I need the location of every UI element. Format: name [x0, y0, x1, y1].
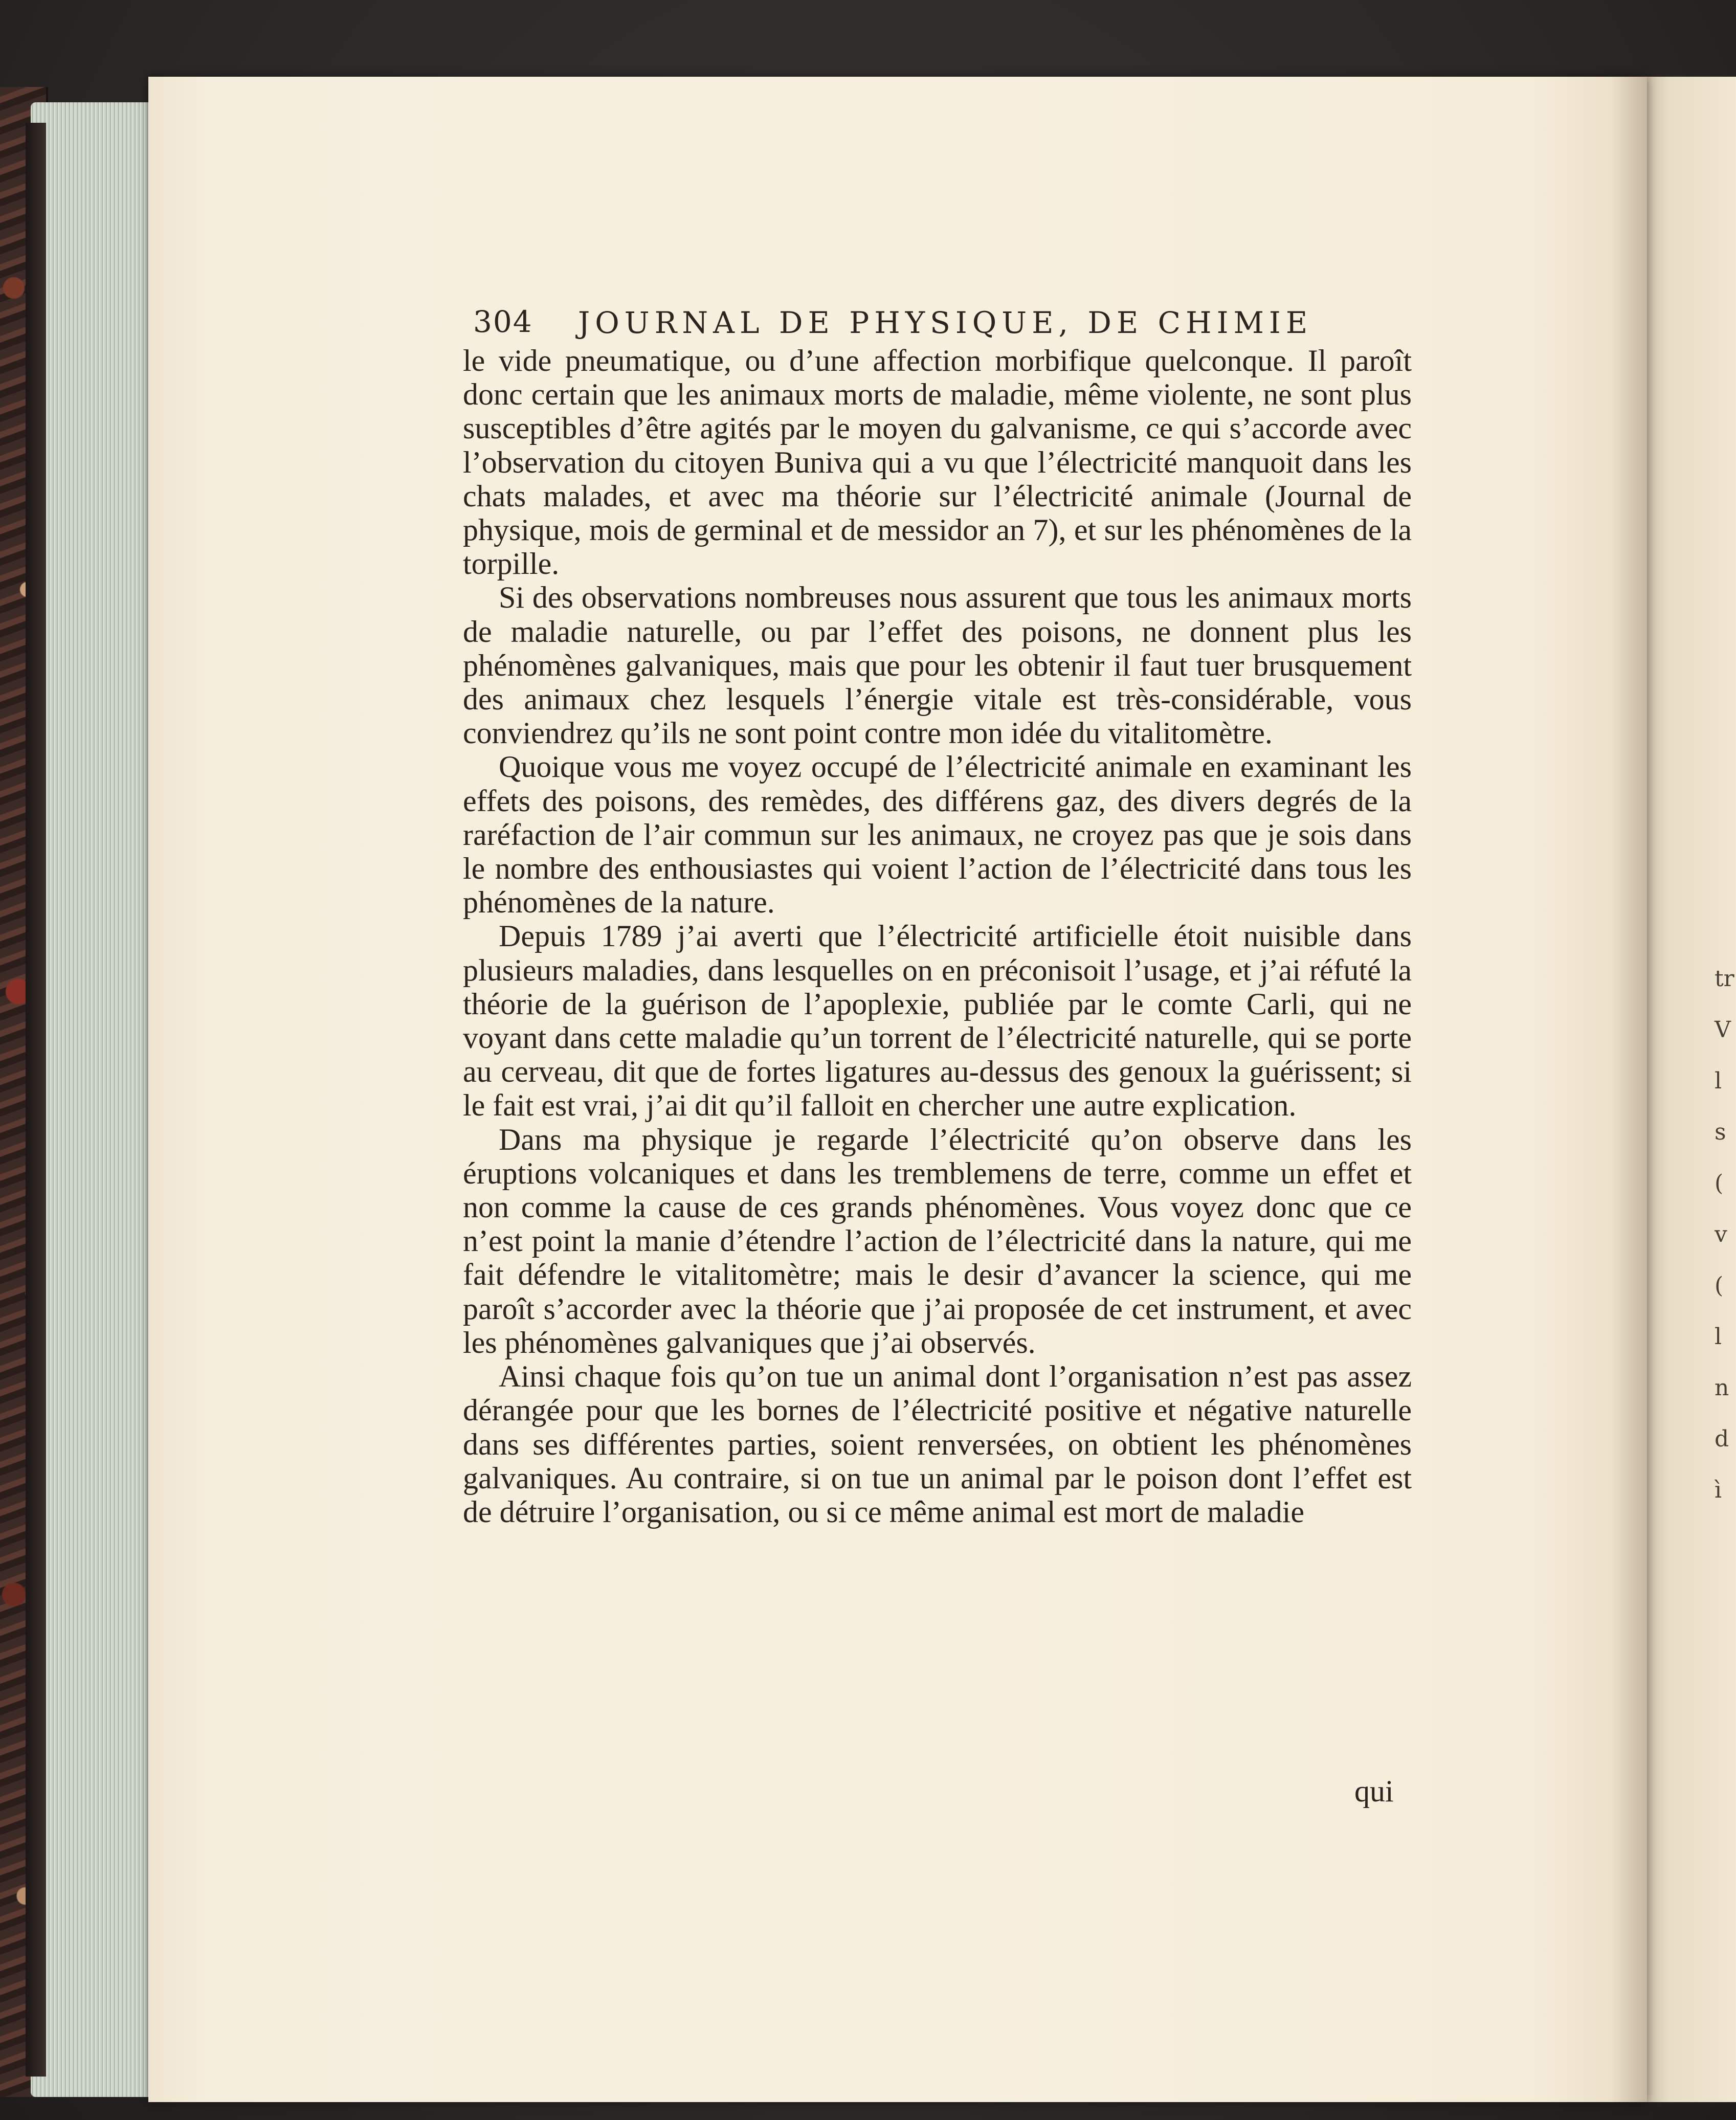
gutter-shadow [1611, 77, 1647, 2102]
facing-fragment: ( [1715, 1170, 1724, 1196]
journal-title: JOURNAL DE PHYSIQUE, DE CHIMIE [578, 305, 1313, 340]
paragraph: Si des observations nombreuses nous assurent que tous les animaux morts de maladie naturelle, ou par l’effet des poisons, ne donnent plus les phénomènes galvaniques, mais que pour les obtenir il faut tuer brusquement des animaux chez lesquels l’énergie vitale est très-considérable, vous conviendrez qu’ils ne sont point contre mon idée du vitalitomètre. [463, 581, 1412, 750]
catchword: qui [1354, 1774, 1394, 1808]
facing-fragment: l [1715, 1324, 1722, 1350]
facing-fragment: ì [1715, 1477, 1722, 1503]
facing-fragment: l [1715, 1068, 1722, 1094]
facing-fragment: ( [1715, 1273, 1724, 1299]
facing-fragment: n [1715, 1375, 1729, 1401]
paragraph: le vide pneumatique, ou d’une affection morbifique quelconque. Il paroît donc certain que les animaux morts de maladie, même violente, ne sont plus susceptibles d’être agités par le moyen du galvanisme, ce qui s’accorde avec l’observation du citoyen Buniva qui a vu que l’électricité manquoit dans les chats malades, et avec ma théorie sur l’électricité animale (Journal de physique, mois de germinal et de messidor an 7), et sur les phénomènes de la torpille. [463, 344, 1412, 581]
facing-page-fragments [1715, 956, 1735, 1519]
facing-fragment: s [1715, 1119, 1726, 1145]
paragraph: Depuis 1789 j’ai averti que l’électricité artificielle étoit nuisible dans plusieurs maladies, dans lesquelles on en préconisoit l’usage, et j’ai réfuté la théorie de la guérison de l’apoplexie, publiée par le comte Carli, qui ne voyant dans cette maladie qu’un torrent de l’électricité naturelle, qui se porte au cerveau, dit que de fortes ligatures au-dessus des genoux la guérissent; si le fait est vrai, j’ai dit qu’il falloit en chercher une autre explication. [463, 919, 1412, 1123]
paragraph: Dans ma physique je regarde l’électricité qu’on observe dans les éruptions volcaniques et dans les tremblemens de terre, comme un effet et non comme la cause de ces grands phénomènes. Vous voyez donc que ce n’est point la manie d’étendre l’action de l’électricité dans la nature, qui me fait défendre le vitalitomètre; mais le desir d’avancer la science, qui me paroît s’accorder avec la théorie que j’ai proposée de cet instrument, et avec les phénomènes galvaniques que j’ai observés. [463, 1122, 1412, 1359]
facing-fragment: d [1715, 1426, 1729, 1452]
body-text [463, 344, 1412, 1529]
page-number: 304 [473, 304, 533, 339]
spine-shadow [26, 123, 46, 2077]
facing-fragment: tr [1715, 966, 1734, 992]
paragraph: Ainsi chaque fois qu’on tue un animal dont l’organisation n’est pas assez dérangée pour que les bornes de l’électricité positive et négative naturelle dans ses différentes parties, soient renversées, on obtient les phénomènes galvaniques. Au contraire, si on tue un animal par le poison dont l’effet est de détruire l’organisation, ou si ce même animal est mort de maladie [463, 1359, 1412, 1529]
facing-fragment: v [1715, 1221, 1727, 1247]
paragraph: Quoique vous me voyez occupé de l’électricité animale en examinant les effets des poisons, des remèdes, des différens gaz, des divers degrés de la raréfaction de l’air commun sur les animaux, ne croyez pas que je sois dans le nombre des enthousiastes qui voient l’action de l’électricité dans tous les phénomènes de la nature. [463, 750, 1412, 920]
facing-fragment: V [1715, 1017, 1731, 1043]
page-fore-edge [31, 102, 164, 2097]
